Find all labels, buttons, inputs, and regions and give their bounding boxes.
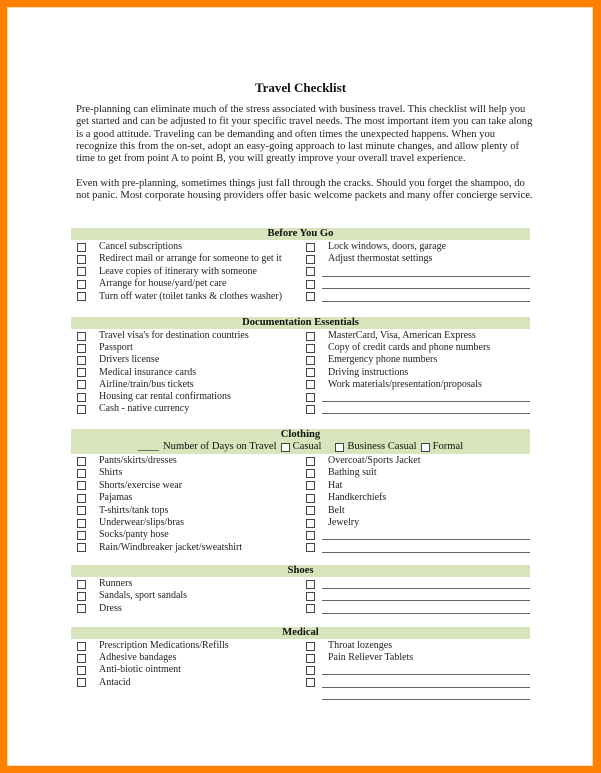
checkbox[interactable] bbox=[306, 243, 315, 252]
document-title: Travel Checklist bbox=[254, 80, 347, 95]
checklist-item-label: Jewelry bbox=[328, 517, 360, 528]
checkbox[interactable] bbox=[306, 642, 315, 651]
checklist-item-label: Cash - native currency bbox=[99, 403, 190, 415]
intro-paragraph-2: Even with pre-planning, sometimes things just fall through the cracks. Should you forget the shampoo, do not panic. Most corporate housing providers offer basic welcome packets and many offer concierge service. bbox=[76, 178, 533, 202]
checkbox[interactable] bbox=[77, 506, 86, 515]
blank-write-in-line[interactable] bbox=[322, 276, 530, 277]
checkbox[interactable] bbox=[77, 604, 86, 613]
checkbox[interactable] bbox=[306, 494, 315, 503]
blank-write-in-line[interactable] bbox=[322, 301, 530, 302]
checkbox[interactable] bbox=[306, 344, 315, 353]
checkbox[interactable] bbox=[306, 506, 315, 515]
section-header-shoes: Shoes bbox=[71, 565, 530, 577]
checkbox[interactable] bbox=[306, 368, 315, 377]
checkbox[interactable] bbox=[77, 356, 86, 365]
checkbox[interactable] bbox=[77, 332, 86, 341]
checkbox[interactable] bbox=[306, 280, 315, 289]
checklist-item-label: Socks/panty hose bbox=[99, 529, 169, 541]
days-label: Number of Days on Travel bbox=[163, 441, 277, 452]
checklist-item-label: MasterCard, Visa, American Express bbox=[328, 330, 476, 341]
checkbox[interactable] bbox=[77, 393, 86, 402]
checkbox[interactable] bbox=[306, 332, 315, 341]
checklist-item-label: Turn off water (toilet tanks & clothes washer) bbox=[99, 290, 283, 302]
checkbox[interactable] bbox=[77, 580, 86, 589]
formal-checkbox[interactable] bbox=[421, 443, 430, 452]
checkbox[interactable] bbox=[77, 642, 86, 651]
checkbox[interactable] bbox=[306, 654, 315, 663]
checkbox[interactable] bbox=[77, 666, 86, 675]
section-header-clothing bbox=[71, 429, 530, 454]
checkbox[interactable] bbox=[306, 678, 315, 687]
checklist-item-label: Work materials/presentation/proposals bbox=[328, 378, 482, 390]
checkbox[interactable] bbox=[306, 481, 315, 490]
checkbox[interactable] bbox=[306, 580, 315, 589]
checklist-item-label: Cancel subscriptions bbox=[99, 241, 183, 252]
checkbox[interactable] bbox=[77, 481, 86, 490]
checklist-item-label: Shorts/exercise wear bbox=[99, 479, 183, 491]
casual-checkbox[interactable] bbox=[281, 443, 290, 452]
checklist-item-label: Underwear/slips/bras bbox=[99, 517, 184, 528]
checkbox[interactable] bbox=[77, 292, 86, 301]
checklist-item-label: Leave copies of itinerary with someone bbox=[99, 265, 257, 277]
blank-write-in-line[interactable] bbox=[322, 401, 530, 402]
checkbox[interactable] bbox=[306, 469, 315, 478]
checklist-item-label: Emergency phone numbers bbox=[328, 354, 438, 366]
checkbox[interactable] bbox=[306, 356, 315, 365]
checklist-item-label: Driving instructions bbox=[328, 366, 409, 378]
checklist-item-label: Drivers license bbox=[99, 354, 160, 366]
checkbox[interactable] bbox=[77, 255, 86, 264]
checkbox[interactable] bbox=[77, 243, 86, 252]
checklist-item-label: Hat bbox=[328, 479, 343, 491]
blank-write-in-line[interactable] bbox=[322, 699, 530, 700]
section-header-medical: Medical bbox=[71, 627, 530, 639]
blank-write-in-line[interactable] bbox=[322, 600, 530, 601]
checklist-item-label: Redirect mail or arrange for someone to get it bbox=[99, 253, 282, 265]
checklist-item-label: Belt bbox=[328, 504, 345, 516]
checklist-item-label: Copy of credit cards and phone numbers bbox=[328, 342, 491, 354]
checkbox[interactable] bbox=[77, 654, 86, 663]
business-casual-checkbox[interactable] bbox=[335, 443, 344, 452]
checkbox[interactable] bbox=[77, 592, 86, 601]
checkbox[interactable] bbox=[306, 457, 315, 466]
checklist-item-label: Adjust thermostat settings bbox=[328, 253, 433, 265]
checklist-item-label: Pants/skirts/dresses bbox=[99, 455, 177, 466]
checkbox[interactable] bbox=[77, 457, 86, 466]
checkbox[interactable] bbox=[306, 666, 315, 675]
clothing-title: Clothing bbox=[280, 429, 321, 440]
checkbox[interactable] bbox=[306, 604, 315, 613]
checklist-item-label: Handkerchiefs bbox=[328, 492, 387, 504]
intro-paragraph-1: Pre-planning can eliminate much of the stress associated with business travel. This checklist will help you get started and can be adjusted to fit your specific travel needs. The most important item you can take along is a good attitude. Traveling can be demanding and often times the unexpected happens. When you recognize this from the on-set, adopt an easy-going approach to last minute changes, and allow plenty of time to get from point A to point B, you will greatly improve your overall travel experience. bbox=[76, 104, 533, 165]
blank-write-in-line[interactable] bbox=[322, 674, 530, 675]
checkbox[interactable] bbox=[77, 494, 86, 503]
checkbox[interactable] bbox=[77, 267, 86, 276]
checklist-item-label: Shirts bbox=[99, 467, 123, 479]
checklist-item-label: Housing car rental confirmations bbox=[99, 391, 231, 402]
blank-write-in-line[interactable] bbox=[322, 539, 530, 540]
days-blank[interactable]: ____ bbox=[137, 441, 159, 452]
checklist-item-label: Pain Reliever Tablets bbox=[328, 652, 414, 664]
business-casual-label: Business Casual bbox=[347, 441, 417, 452]
checkbox[interactable] bbox=[77, 469, 86, 478]
checklist-item-label: Overcoat/Sports Jacket bbox=[328, 455, 421, 466]
checkbox[interactable] bbox=[306, 519, 315, 528]
checkbox[interactable] bbox=[77, 519, 86, 528]
checkbox[interactable] bbox=[306, 292, 315, 301]
checkbox[interactable] bbox=[77, 531, 86, 540]
clothing-options-row bbox=[71, 441, 530, 453]
casual-label: Casual bbox=[292, 441, 322, 452]
checkbox[interactable] bbox=[306, 405, 315, 414]
checklist-item-label: Passport bbox=[99, 342, 133, 354]
checkbox[interactable] bbox=[306, 380, 315, 389]
checklist-item-label: Adhesive bandages bbox=[99, 652, 177, 664]
section-header-documentation: Documentation Essentials bbox=[71, 317, 530, 329]
checklist-item-label: Rain/Windbreaker jacket/sweatshirt bbox=[99, 541, 243, 553]
blank-write-in-line[interactable] bbox=[322, 413, 530, 414]
checkbox[interactable] bbox=[77, 344, 86, 353]
section-header-before-you-go: Before You Go bbox=[71, 228, 530, 240]
checkbox[interactable] bbox=[77, 280, 86, 289]
checklist-item-label: Sandals, sport sandals bbox=[99, 590, 188, 602]
checklist-item-label: Bathing suit bbox=[328, 467, 377, 479]
blank-write-in-line[interactable] bbox=[322, 588, 530, 589]
checkbox[interactable] bbox=[77, 405, 86, 414]
checkbox[interactable] bbox=[306, 393, 315, 402]
checklist-item-label: Medical insurance cards bbox=[99, 366, 197, 378]
checklist-item-label: Throat lozenges bbox=[328, 640, 393, 651]
checklist-item-label: Anti-biotic ointment bbox=[99, 664, 181, 676]
checkbox[interactable] bbox=[77, 368, 86, 377]
blank-write-in-line[interactable] bbox=[322, 687, 530, 688]
checklist-item-label: Arrange for house/yard/pet care bbox=[99, 278, 227, 290]
blank-write-in-line[interactable] bbox=[322, 552, 530, 553]
checklist-item-label: T-shirts/tank tops bbox=[99, 504, 169, 516]
checklist-item-label: Airline/train/bus tickets bbox=[99, 378, 194, 390]
checklist-item-label: Prescription Medications/Refills bbox=[99, 640, 229, 651]
checklist-item-label: Pajamas bbox=[99, 492, 133, 504]
checkbox[interactable] bbox=[77, 678, 86, 687]
checklist-item-label: Lock windows, doors, garage bbox=[328, 241, 447, 252]
blank-write-in-line[interactable] bbox=[322, 613, 530, 614]
checkbox[interactable] bbox=[306, 267, 315, 276]
checkbox[interactable] bbox=[306, 531, 315, 540]
checkbox[interactable] bbox=[306, 255, 315, 264]
checkbox[interactable] bbox=[306, 543, 315, 552]
checklist-item-label: Travel visa's for destination countries bbox=[99, 330, 249, 341]
checklist-item-label: Dress bbox=[99, 602, 122, 614]
formal-label: Formal bbox=[432, 441, 464, 452]
checkbox[interactable] bbox=[306, 592, 315, 601]
checkbox[interactable] bbox=[77, 380, 86, 389]
blank-write-in-line[interactable] bbox=[322, 288, 530, 289]
checklist-item-label: Antacid bbox=[99, 676, 131, 688]
checklist-item-label: Runners bbox=[99, 578, 133, 589]
checkbox[interactable] bbox=[77, 543, 86, 552]
